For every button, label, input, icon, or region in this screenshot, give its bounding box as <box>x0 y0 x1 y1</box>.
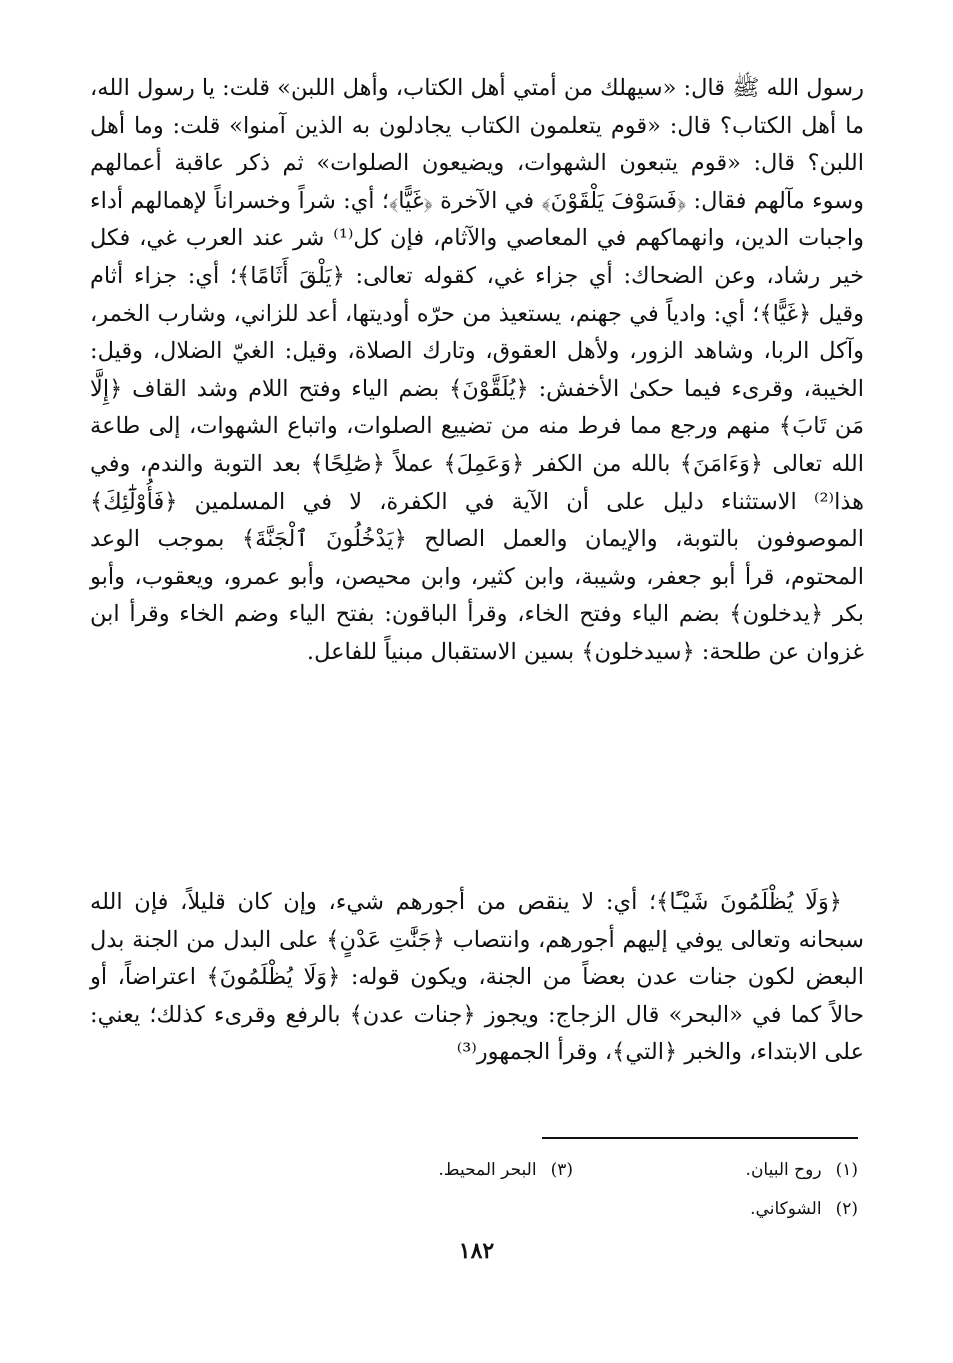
footnote-text: الشوكاني. <box>750 1199 822 1219</box>
body-paragraph: رسول الله ﷺ قال: «سيهلك من أمتي أهل الكتاب، وأهل اللبن» قلت: يا رسول الله، ما أهل الكتاب؟ قال: «قوم يتعلمون الكتاب يجادلون به الذين آمنوا» قلت: وما أهل اللبن؟ قال: «قوم يتبعون الشهوات، ويضيعون الصلوات» ثم ذكر عاقبة أعمالهم وسوء مآلهم فقال: ﴿فَسَوْفَ يَلْقَوْنَ﴾ في الآخرة ﴿غَيًّا﴾؛ أي: شراً وخسراناً لإهمالهم أداء واجبات الدين، وانهماكهم في المعاصي والآثام، فإن كل⁽¹⁾ شر عند العرب غي، فكل خير رشاد، وعن الضحاك: أي جزاء غي، كقوله تعالى: ﴿يَلْقَ أَثَامًا﴾؛ أي: جزاء أثام وقيل ﴿غَيًّا﴾؛ أي: وادياً في جهنم، يستعيذ من حرّه أوديتها، أعد للزاني، وشارب الخمر، وآكل الربا، وشاهد الزور، ولأهل العقوق، وتارك الصلاة، وقيل: الغيّ الضلال، وقيل: الخيبة، وقرىء فيما حكىٰ الأخفش: ﴿يُلَقَّوْنَ﴾ بضم الياء وفتح اللام وشد القاف ﴿إِلَّا مَن تَابَ﴾ منهم ورجع مما فرط منه من تضييع الصلوات، واتباع الشهوات، إلى طاعة الله تعالى ﴿وَءَامَنَ﴾ بالله من الكفر ﴿وَعَمِلَ﴾ عملاً ﴿صَٰلِحًا﴾ بعد التوبة والندم، وفي هذا⁽²⁾ الاستثناء دليل على أن الآية في الكفرة، لا في المسلمين ﴿فَأُوْلَٰٓئِكَ﴾ الموصوفون بالتوبة، والإيمان والعمل الصالح ﴿يَدْخُلُونَ ٱلْجَنَّةَ﴾ بموجب الوعد المحتوم، قرأ أبو جعفر، وشيبة، وابن كثير، وابن محيصن، وأبو عمرو، ويعقوب، وأبو بكر ﴿يدخلون﴾ بضم الياء وفتح الخاء، وقرأ الباقون: بفتح الياء وضم الخاء وقرأ ابن غزوان عن طلحة: ﴿سيدخلون﴾ بسين الاستقبال مبنياً للفاعل. <box>90 75 864 665</box>
footnote <box>746 1157 858 1183</box>
footnote-separator <box>542 1137 858 1139</box>
footnote-number: (١) <box>835 1160 858 1180</box>
body-paragraph: ﴿وَلَا يُظْلَمُونَ شَيْـًٔا﴾؛ أي: لا ينقص من أجورهم شيء، وإن كان قليلاً، فإن الله سبحانه وتعالى يوفي إليهم أجورهم، وانتصاب ﴿جَنَّٰتِ عَدْنٍ﴾ على البدل من الجنة بدل البعض لكون جنات عدن بعضاً من الجنة، ويكون قوله: ﴿وَلَا يُظْلَمُونَ﴾ اعتراضاً، أو حالاً كما في «البحر» قال الزجاج: ويجوز ﴿جنات عدن﴾ بالرفع وقرىء كذلك؛ يعني: على الابتداء، والخبر ﴿التي﴾، وقرأ الجمهور⁽³⁾ <box>90 889 864 1066</box>
footnote-text: روح البيان. <box>745 1160 822 1180</box>
footnote <box>750 1196 858 1222</box>
footnote-number: (٣) <box>550 1160 573 1180</box>
footnote-text: البحر المحيط. <box>438 1160 537 1180</box>
page-number: ١٨٢ <box>458 1238 495 1264</box>
footnote <box>438 1157 573 1183</box>
footnote-number: (٢) <box>835 1199 858 1219</box>
